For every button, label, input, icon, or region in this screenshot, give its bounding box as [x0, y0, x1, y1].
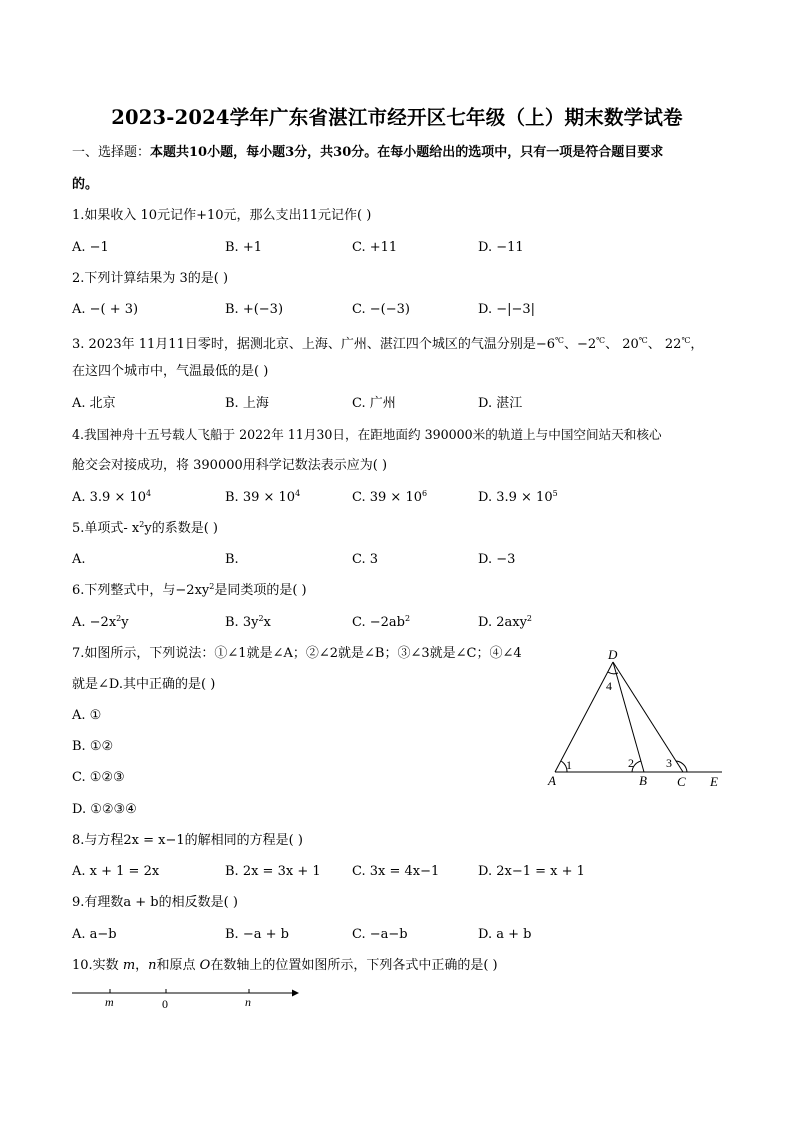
q5-option-d: D. −3: [478, 552, 516, 567]
segment-da: [555, 662, 613, 772]
label-b: B: [639, 773, 647, 788]
q1-option-b: B. +1: [225, 240, 262, 255]
q2-option-b: B. +(−3): [225, 302, 284, 317]
q4-option-d: D. $3.9 \times 10^5$: [478, 489, 558, 505]
q6-option-b: B. $3y^2x$: [225, 614, 271, 630]
q5-option-b: B.: [225, 552, 239, 567]
q1-option-c: C. +11: [352, 240, 398, 255]
section-heading: [72, 144, 663, 162]
q4-option-a: A. $3.9 \times 10^4$: [72, 489, 152, 505]
label-c: C: [677, 774, 686, 789]
question-7-cont: 就是∠D.其中正确的是( ): [72, 677, 216, 692]
q3-temp-shanghai: −2: [576, 337, 597, 352]
segment-dc: [613, 662, 683, 772]
q8-option-c: C. 3x = 4x−1: [352, 864, 440, 879]
q9-option-c: C. −a−b: [352, 927, 408, 942]
question-5: 5.单项式- $x^2y$的系数是( ): [72, 520, 218, 536]
question-3-cont: 在这四个城市中，气温最低的是( ): [72, 364, 269, 379]
label-zero: 0: [162, 997, 168, 1011]
q8-option-d: D. 2x−1 = x + 1: [478, 864, 585, 879]
degree-symbol: ℃: [638, 336, 648, 345]
degree-symbol: ℃: [681, 336, 691, 345]
question-4: 4.我国神舟十五号载人飞船于 2022年 11月30日，在距地面约 390000米的轨道上与中国空间站天和核心: [72, 427, 662, 442]
question-4-cont: 舱交会对接成功，将 390000用科学记数法表示应为( ): [72, 458, 388, 473]
label-e: E: [710, 774, 718, 789]
question-3: 3. 2023年 11月11日零时，据测北京、上海、广州、湛江四个城区的气温分别是−6℃、−2℃、 20℃、 22℃，: [72, 336, 704, 352]
question-2: 2.下列计算结果为 3的是( ): [72, 271, 229, 286]
q7-triangle-figure: [540, 640, 730, 795]
section-instructions: 本题共10小题，每小题3分，共30分。在每小题给出的选项中，只有一项是符合题目要求: [150, 145, 664, 160]
angle-1-label: 1: [566, 758, 572, 772]
q9-option-a: A. a−b: [72, 927, 117, 942]
section-label: 一、选择题：: [72, 145, 151, 160]
section-instructions-cont: 的。: [72, 177, 99, 192]
label-a: A: [548, 773, 556, 788]
q9-option-b: B. −a + b: [225, 927, 289, 942]
question-1: 1.如果收入 10元记作+10元，那么支出11元记作( ): [72, 208, 372, 223]
q3-temp-zhanjiang: 22: [664, 337, 682, 352]
q4-option-c: C. $39 \times 10^6$: [352, 489, 428, 505]
q7-option-b: B. ①②: [72, 739, 114, 754]
q6-option-c: C. $-2ab^2$: [352, 614, 411, 630]
q4-option-b: B. $39 \times 10^4$: [225, 489, 301, 505]
question-7: 7.如图所示，下列说法：①∠1就是∠A；②∠2就是∠B；③∠3就是∠C；④∠4: [72, 646, 522, 661]
q5-option-a: A.: [72, 552, 86, 567]
q2-option-d: D. −|−3|: [478, 302, 536, 317]
q2-option-c: C. −(−3): [352, 302, 410, 317]
q2-option-a: A. −( + 3): [72, 302, 139, 317]
q3-option-c: C. 广州: [352, 396, 396, 411]
label-d: D: [608, 647, 618, 662]
angle-3-label: 3: [666, 756, 672, 770]
label-m: m: [105, 995, 114, 1009]
page-title: 2023-2024学年广东省湛江市经开区七年级（上）期末数学试卷: [111, 106, 683, 129]
q7-option-d: D. ①②③④: [72, 802, 137, 817]
question-6: 6.下列整式中，与$-2xy^2$是同类项的是( ): [72, 582, 307, 598]
angle-2-label: 2: [628, 756, 634, 770]
q8-option-b: B. 2x = 3x + 1: [225, 864, 321, 879]
q9-option-d: D. a + b: [478, 927, 532, 942]
q8-option-a: A. x + 1 = 2x: [72, 864, 160, 879]
q6-option-a: A. $-2x^2y$: [72, 614, 129, 630]
angle-4-label: 4: [606, 679, 612, 693]
degree-symbol: ℃: [555, 336, 564, 345]
degree-symbol: ℃: [596, 336, 606, 345]
q10-number-line: [68, 984, 308, 1014]
q3-temp-guangzhou: 20: [622, 337, 639, 352]
label-n: n: [245, 995, 251, 1009]
q3-option-b: B. 上海: [225, 396, 269, 411]
question-10: 10.实数 m，n和原点 O在数轴上的位置如图所示，下列各式中正确的是( ): [72, 958, 498, 973]
q1-option-a: A. −1: [72, 240, 109, 255]
q3-temp-beijing: −6: [535, 337, 556, 352]
axis-arrow-icon: [292, 990, 299, 997]
q6-option-d: D. 2axy$^2$: [478, 614, 533, 630]
question-9: 9.有理数a + b的相反数是( ): [72, 895, 238, 910]
q3-option-a: A. 北京: [72, 396, 116, 411]
q5-option-c: C. 3: [352, 552, 379, 567]
q1-option-d: D. −11: [478, 240, 524, 255]
question-8: 8.与方程2x = x−1的解相同的方程是( ): [72, 833, 303, 848]
q3-option-d: D. 湛江: [478, 396, 523, 411]
q3-text: 3. 2023年 11月11日零时，据测北京、上海、广州、湛江四个城区的气温分别是: [72, 337, 536, 352]
q7-option-c: C. ①②③: [72, 770, 125, 785]
q7-option-a: A. ①: [72, 708, 102, 723]
